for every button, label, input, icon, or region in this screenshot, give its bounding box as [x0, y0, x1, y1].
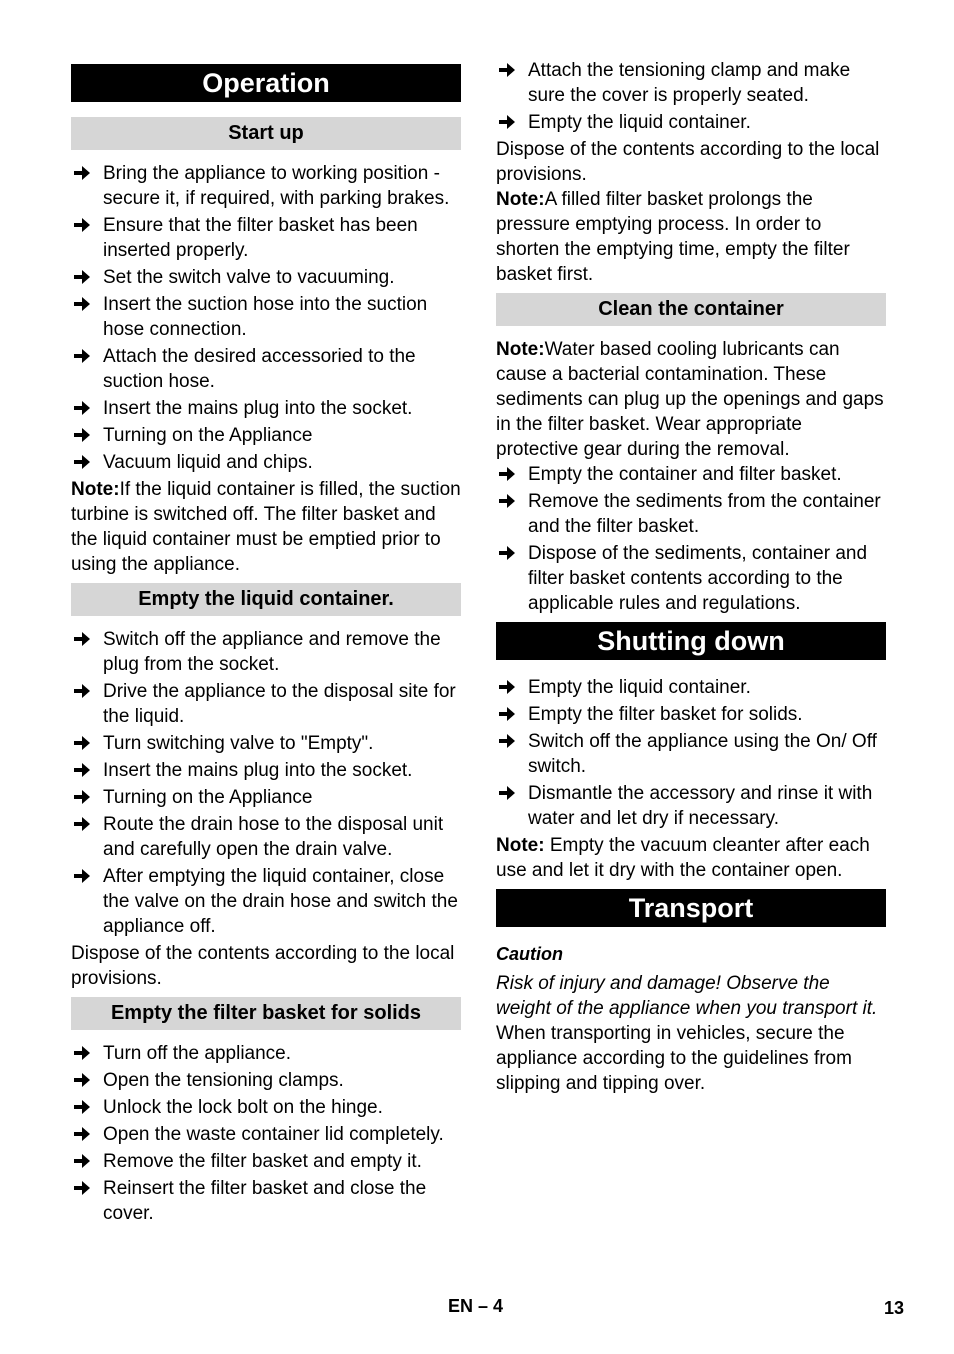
- note-text: A filled filter basket prolongs the pressure emptying process. In order to shorten the emptying time, empty the filter basket first.: [496, 189, 850, 285]
- arrow-right-icon: [73, 761, 91, 779]
- list-item-text: Insert the mains plug into the socket.: [103, 398, 413, 419]
- list-item: [71, 1068, 461, 1093]
- list-item-text: Remove the filter basket and empty it.: [103, 1151, 422, 1172]
- footer-lang: EN: [448, 1296, 474, 1316]
- list-item-text: Turning on the Appliance: [103, 787, 313, 808]
- arrow-right-icon: [498, 732, 516, 750]
- list-item-text: Open the waste container lid completely.: [103, 1124, 444, 1145]
- list-item-text: Ensure that the filter basket has been inserted properly.: [103, 215, 418, 261]
- filter-note: [496, 187, 886, 287]
- clean-note: [496, 337, 886, 462]
- list-item: [71, 731, 461, 756]
- startup-note: [71, 477, 461, 577]
- note-label: Note:: [71, 479, 120, 500]
- arrow-right-icon: [73, 453, 91, 471]
- list-item-text: Empty the filter basket for solids.: [528, 704, 803, 725]
- arrow-right-icon: [73, 1071, 91, 1089]
- list-item-text: Dismantle the accessory and rinse it with water and let dry if necessary.: [528, 783, 873, 829]
- transport-text: When transporting in vehicles, secure the appliance according to the guidelines from slipping and tipping over.: [496, 1023, 852, 1094]
- list-item-text: Vacuum liquid and chips.: [103, 452, 313, 473]
- arrow-right-icon: [498, 678, 516, 696]
- list-item: [71, 265, 461, 290]
- list-item-text: Attach the desired accessoried to the suction hose.: [103, 346, 416, 392]
- list-item-text: Remove the sediments from the container and the filter basket.: [528, 491, 881, 537]
- list-item: [71, 292, 461, 342]
- list-item: [71, 785, 461, 810]
- list-item: [71, 812, 461, 862]
- list-item-text: After emptying the liquid container, close the valve on the drain hose and switch the appliance off.: [103, 866, 458, 937]
- note-text: If the liquid container is filled, the suction turbine is switched off. The filter basket and the liquid container must be emptied prior to using the appliance.: [71, 479, 461, 575]
- arrow-right-icon: [498, 113, 516, 131]
- arrow-right-icon: [73, 682, 91, 700]
- list-item: [71, 1041, 461, 1066]
- list-item-text: Set the switch valve to vacuuming.: [103, 267, 395, 288]
- arrow-right-icon: [498, 465, 516, 483]
- arrow-right-icon: [73, 164, 91, 182]
- note-label: Note:: [496, 189, 545, 210]
- list-item-text: Turn off the appliance.: [103, 1043, 292, 1064]
- arrow-right-icon: [73, 1044, 91, 1062]
- empty-liquid-steps: [71, 627, 461, 939]
- arrow-right-icon: [73, 1152, 91, 1170]
- note-text: Empty the vacuum cleanter after each use and let it dry with the container open.: [496, 835, 870, 881]
- list-item-text: Turn switching valve to "Empty".: [103, 733, 374, 754]
- list-item: [71, 864, 461, 939]
- list-item-text: Insert the suction hose into the suction hose connection.: [103, 294, 428, 340]
- arrow-right-icon: [73, 216, 91, 234]
- page-number: 13: [884, 1298, 905, 1318]
- arrow-right-icon: [498, 705, 516, 723]
- list-item: [71, 679, 461, 729]
- list-item: [496, 541, 886, 616]
- list-item-text: Insert the mains plug into the socket.: [103, 760, 413, 781]
- list-item-text: Open the tensioning clamps.: [103, 1070, 344, 1091]
- operation-heading: Operation: [71, 64, 461, 102]
- list-item-text: Unlock the lock bolt on the hinge.: [103, 1097, 383, 1118]
- startup-steps: [71, 161, 461, 475]
- arrow-right-icon: [73, 347, 91, 365]
- note-label: Note:: [496, 835, 545, 856]
- list-item: [496, 58, 886, 108]
- list-item-text: Switch off the appliance using the On/ Off switch.: [528, 731, 877, 777]
- arrow-right-icon: [73, 426, 91, 444]
- arrow-right-icon: [498, 492, 516, 510]
- arrow-right-icon: [73, 295, 91, 313]
- list-item-text: Drive the appliance to the disposal site for the liquid.: [103, 681, 456, 727]
- list-item: [71, 396, 461, 421]
- list-item-text: Empty the container and filter basket.: [528, 464, 842, 485]
- arrow-right-icon: [73, 867, 91, 885]
- caution-text: Risk of injury and damage! Observe the weight of the appliance when you transport it.: [496, 973, 878, 1019]
- list-item-text: Attach the tensioning clamp and make sure the cover is properly seated.: [528, 60, 851, 106]
- list-item-text: Switch off the appliance and remove the plug from the socket.: [103, 629, 441, 675]
- arrow-right-icon: [73, 815, 91, 833]
- arrow-right-icon: [73, 734, 91, 752]
- list-item: [71, 344, 461, 394]
- list-item: [496, 729, 886, 779]
- arrow-right-icon: [498, 544, 516, 562]
- shutting-down-heading: Shutting down: [496, 622, 886, 660]
- note-text: Water based cooling lubricants can cause a bacterial contamination. These sediments can plug up the openings and gaps in the filter basket. Wear appropriate protective gear during the removal.: [496, 339, 884, 460]
- list-item-text: Dispose of the sediments, container and filter basket contents according to the applicable rules and regulations.: [528, 543, 868, 614]
- list-item-text: Empty the liquid container.: [528, 112, 751, 133]
- list-item: [71, 423, 461, 448]
- list-item: [496, 462, 886, 487]
- empty-filter-heading: Empty the filter basket for solids: [71, 997, 461, 1030]
- list-item: [71, 450, 461, 475]
- left-column: [71, 58, 461, 1228]
- list-item: [71, 161, 461, 211]
- arrow-right-icon: [73, 399, 91, 417]
- startup-heading: Start up: [71, 117, 461, 150]
- list-item-text: Route the drain hose to the disposal unit and carefully open the drain valve.: [103, 814, 444, 860]
- list-item: [71, 1122, 461, 1147]
- arrow-right-icon: [73, 1179, 91, 1197]
- arrow-right-icon: [498, 61, 516, 79]
- transport-heading: Transport: [496, 889, 886, 927]
- right-column: [496, 58, 886, 1096]
- list-item-text: Empty the liquid container.: [528, 677, 751, 698]
- list-item: [71, 627, 461, 677]
- clean-heading: Clean the container: [496, 293, 886, 326]
- list-item: [71, 1149, 461, 1174]
- list-item-text: Bring the appliance to working position - secure it, if required, with parking brakes.: [103, 163, 450, 209]
- list-item: [71, 213, 461, 263]
- shutting-note: [496, 833, 886, 883]
- list-item: [496, 489, 886, 539]
- list-item: [496, 702, 886, 727]
- list-item-text: Turning on the Appliance: [103, 425, 313, 446]
- arrow-right-icon: [73, 630, 91, 648]
- list-item-text: Reinsert the filter basket and close the cover.: [103, 1178, 427, 1224]
- footer-page-ref: – 4: [478, 1296, 504, 1316]
- arrow-right-icon: [498, 784, 516, 802]
- list-item: [71, 1176, 461, 1226]
- list-item: [496, 110, 886, 135]
- list-item: [71, 1095, 461, 1120]
- empty-filter-steps: [71, 1041, 461, 1226]
- shutting-steps: [496, 675, 886, 831]
- empty-liquid-heading: Empty the liquid container.: [71, 583, 461, 616]
- note-label: Note:: [496, 339, 545, 360]
- dispose-text: Dispose of the contents according to the local provisions.: [496, 139, 880, 185]
- list-item: [496, 781, 886, 831]
- arrow-right-icon: [73, 268, 91, 286]
- list-item: [496, 675, 886, 700]
- arrow-right-icon: [73, 1098, 91, 1116]
- empty-liquid-text: Dispose of the contents according to the local provisions.: [71, 943, 455, 989]
- caution-label: Caution: [496, 944, 563, 964]
- continued-steps: [496, 58, 886, 135]
- list-item: [71, 758, 461, 783]
- arrow-right-icon: [73, 1125, 91, 1143]
- clean-steps: [496, 462, 886, 616]
- arrow-right-icon: [73, 788, 91, 806]
- footer-language-ref: [448, 1296, 503, 1317]
